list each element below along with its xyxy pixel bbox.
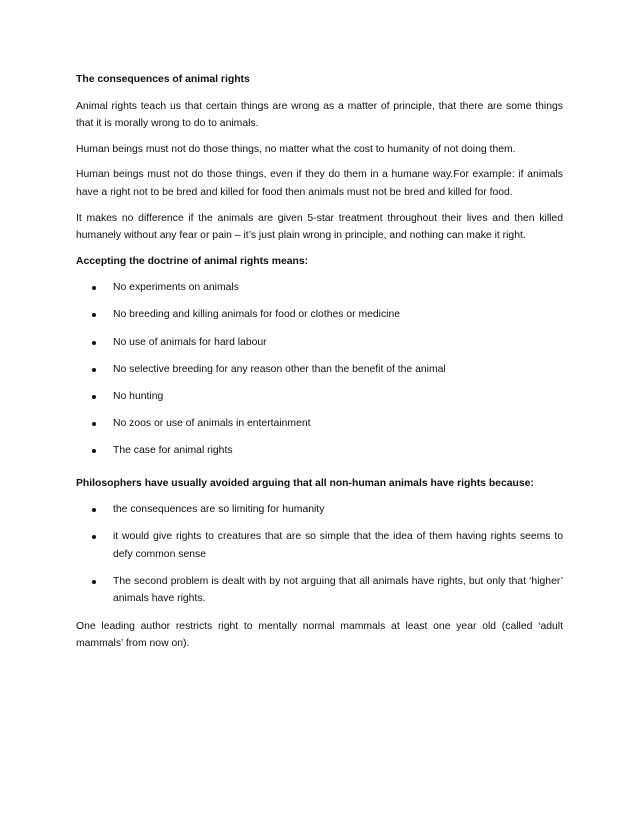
list-item-text: No use of animals for hard labour bbox=[113, 336, 267, 348]
bullet-icon bbox=[92, 449, 96, 453]
bullet-icon bbox=[92, 313, 96, 317]
paragraph: Human beings must not do those things, no matter what the cost to humanity of not doing them. bbox=[76, 143, 516, 155]
list-item bbox=[76, 334, 563, 352]
bullet-icon bbox=[92, 508, 96, 512]
section-title: The consequences of animal rights bbox=[76, 74, 250, 85]
list-item bbox=[76, 442, 563, 460]
list-item bbox=[76, 361, 563, 379]
paragraph: Animal rights teach us that certain things are wrong as a matter of principle, that there are some things that it is morally wrong to do to animals. bbox=[76, 100, 563, 130]
list-item-text: The case for animal rights bbox=[113, 444, 233, 456]
list-item-text: No selective breeding for any reason other than the benefit of the animal bbox=[113, 363, 446, 375]
philosophers-heading: Philosophers have usually avoided arguing that all non-human animals have rights because: bbox=[76, 477, 534, 489]
doctrine-heading: Accepting the doctrine of animal rights means: bbox=[76, 255, 309, 267]
list-item-text: the consequences are so limiting for humanity bbox=[113, 504, 325, 516]
bullet-icon bbox=[92, 395, 96, 399]
bullet-icon bbox=[92, 368, 96, 372]
list-item-text: it would give rights to creatures that are so simple that the idea of them having rights seems to defy common sense bbox=[113, 531, 563, 560]
doctrine-list bbox=[76, 279, 563, 459]
list-item-text: No breeding and killing animals for food or clothes or medicine bbox=[113, 309, 401, 321]
list-item bbox=[76, 415, 563, 433]
list-item bbox=[76, 573, 563, 608]
list-item-text: No experiments on animals bbox=[113, 282, 239, 294]
bullet-icon bbox=[92, 580, 96, 584]
list-item bbox=[76, 528, 563, 563]
list-item bbox=[76, 306, 563, 324]
list-item-text: The second problem is dealt with by not arguing that all animals have rights, but only that ‘higher’ animals have rights. bbox=[113, 575, 563, 605]
list-item bbox=[76, 279, 563, 297]
list-item bbox=[76, 388, 563, 406]
closing-paragraph: One leading author restricts right to mentally normal mammals at least one year old (called ‘adult mammals’ from now on). bbox=[76, 620, 563, 650]
list-item-text: No hunting bbox=[113, 390, 164, 402]
paragraph: It makes no difference if the animals are given 5-star treatment throughout their lives and then killed humanely without any fear or pain – it’s just plain wrong in principle, and nothing can make it right. bbox=[76, 212, 563, 242]
philosophers-list bbox=[76, 501, 563, 608]
bullet-icon bbox=[92, 286, 96, 290]
document-body bbox=[76, 71, 563, 661]
list-item-text: No zoos or use of animals in entertainment bbox=[113, 417, 311, 429]
bullet-icon bbox=[92, 535, 96, 539]
list-item bbox=[76, 501, 563, 519]
paragraph: Human beings must not do those things, even if they do them in a humane way.For example: if animals have a right not to be bred and killed for food then animals must not be bred and killed for food. bbox=[76, 169, 563, 198]
bullet-icon bbox=[92, 341, 96, 345]
bullet-icon bbox=[92, 422, 96, 426]
